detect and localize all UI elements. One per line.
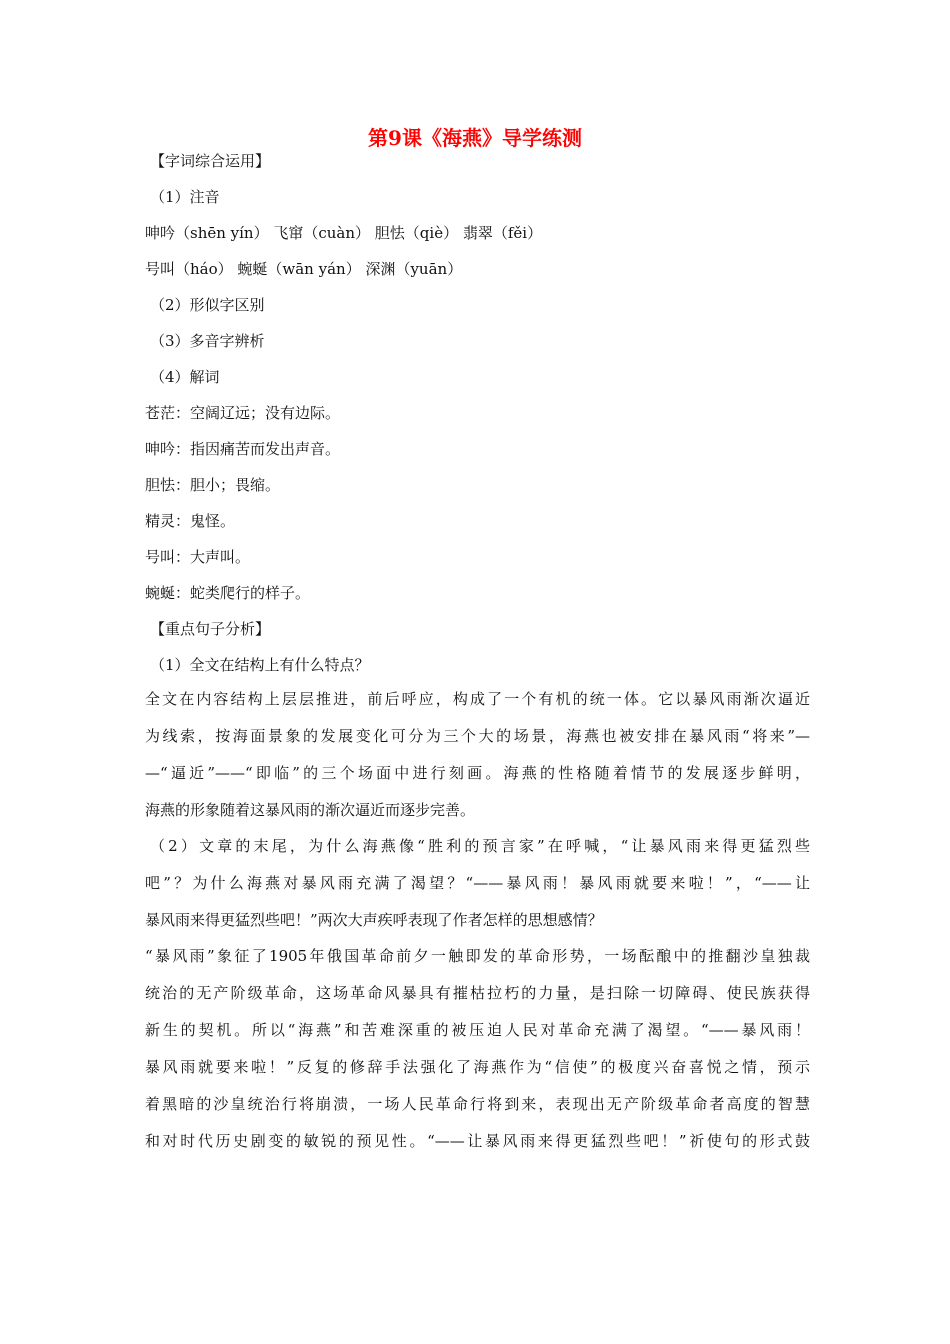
answer-line: 和对时代历史剧变的敏锐的预见性。“——让暴风雨来得更猛烈些吧！”祈使句的形式鼓 bbox=[145, 1132, 810, 1150]
question-line: 暴风雨来得更猛烈些吧！”两次大声疾呼表现了作者怎样的思想感情？ bbox=[145, 911, 603, 929]
subheading: （1）注音 bbox=[150, 188, 220, 206]
subheading: （3）多音字辨析 bbox=[150, 332, 265, 350]
definition-line: 苍茫：空阔辽远；没有边际。 bbox=[145, 404, 341, 422]
definition-line: 呻吟：指因痛苦而发出声音。 bbox=[145, 440, 341, 458]
question-line: （2）文章的末尾，为什么海燕像“胜利的预言家”在呼喊，“让暴风雨来得更猛烈些 bbox=[150, 837, 810, 855]
text-line: 号叫（háo） 蜿蜒（wān yán） 深渊（yuān） bbox=[145, 260, 463, 278]
definition-line: 号叫：大声叫。 bbox=[145, 548, 251, 566]
answer-line: “暴风雨”象征了1905年俄国革命前夕一触即发的革命形势，一场酝酿中的推翻沙皇独裁 bbox=[145, 947, 810, 965]
definition-line: 蜿蜒：蛇类爬行的样子。 bbox=[145, 584, 311, 602]
subheading: （4）解词 bbox=[150, 368, 220, 386]
definition-line: 胆怯：胆小；畏缩。 bbox=[145, 476, 281, 494]
question-line: （1）全文在结构上有什么特点？ bbox=[150, 656, 370, 674]
text-line: 呻吟（shēn yín） 飞窜（cuàn） 胆怯（qiè） 翡翠（fěi） bbox=[145, 224, 543, 242]
answer-line: —“逼近”——“即临”的三个场面中进行刻画。海燕的性格随着情节的发展逐步鲜明， bbox=[145, 764, 810, 782]
question-line: 吧”？为什么海燕对暴风雨充满了渴望？“——暴风雨！暴风雨就要来啦！”，“——让 bbox=[145, 874, 810, 892]
answer-line: 海燕的形象随着这暴风雨的渐次逼近而逐步完善。 bbox=[145, 801, 476, 819]
answer-line: 全文在内容结构上层层推进，前后呼应，构成了一个有机的统一体。它以暴风雨渐次逼近 bbox=[145, 690, 810, 708]
section-heading: 【重点句子分析】 bbox=[150, 620, 271, 638]
answer-line: 统治的无产阶级革命，这场革命风暴具有摧枯拉朽的力量，是扫除一切障碍、使民族获得 bbox=[145, 984, 810, 1002]
answer-line: 暴风雨就要来啦！”反复的修辞手法强化了海燕作为“信使”的极度兴奋喜悦之情，预示 bbox=[145, 1058, 810, 1076]
answer-line: 为线索，按海面景象的发展变化可分为三个大的场景，海燕也被安排在暴风雨“将来”— bbox=[145, 727, 810, 745]
definition-line: 精灵：鬼怪。 bbox=[145, 512, 236, 530]
section-heading: 【字词综合运用】 bbox=[150, 152, 271, 170]
answer-line: 着黑暗的沙皇统治行将崩溃，一场人民革命行将到来，表现出无产阶级革命者高度的智慧 bbox=[145, 1095, 810, 1113]
answer-line: 新生的契机。所以“海燕”和苦难深重的被压迫人民对革命充满了渴望。“——暴风雨！ bbox=[145, 1021, 810, 1039]
page-title: 第9课《海燕》导学练测 bbox=[368, 126, 582, 150]
subheading: （2）形似字区别 bbox=[150, 296, 265, 314]
